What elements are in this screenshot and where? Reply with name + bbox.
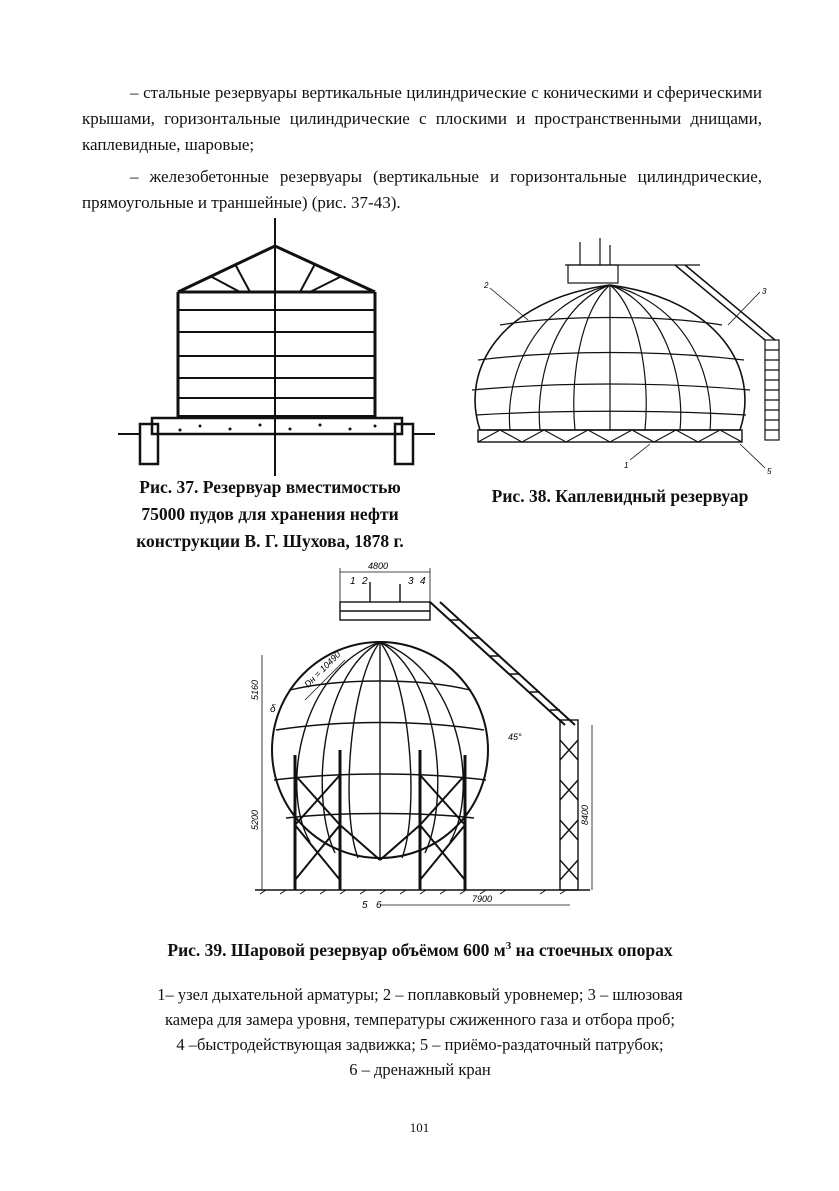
figure-37-caption-line-1: Рис. 37. Резервуар вместимостью: [139, 477, 401, 497]
dim-angle: 45°: [508, 732, 522, 742]
dim-height-right: 8400: [580, 804, 590, 825]
dim-width-top: 4800: [368, 561, 389, 571]
callout-1: 1: [350, 576, 356, 587]
figure-38-label-3: 3: [762, 287, 767, 296]
figure-37-caption: [95, 474, 445, 555]
figure-39-caption: [60, 933, 780, 964]
paragraph-concrete-tanks: – железобетонные резервуары (вертикальные и горизонтальные цилиндрические, прямоугольные и траншейные) (рис. 37-43).: [82, 167, 762, 212]
dim-diameter: Dн = 10490: [302, 649, 343, 690]
figure-37-caption-line-2: 75000 пудов для хранения нефти: [141, 504, 399, 524]
figure-39-caption-superscript: 3: [505, 940, 512, 952]
page-number: 101: [409, 1120, 430, 1135]
legend-line-3: 4 –быстродействующая задвижка; 5 – приёмо-раздаточный патрубок;: [176, 1035, 664, 1054]
figure-39-legend: [90, 982, 750, 1082]
callout-2: 2: [362, 576, 368, 587]
legend-line-2: камера для замера уровня, температуры сжиженного газа и отбора проб;: [164, 1010, 675, 1029]
paragraph-steel-tanks: – стальные резервуары вертикальные цилиндрические с коническими и сферическими крышами, горизонтальные цилиндрические с плоскими и пространственными днищами, каплевидные, шаровые;: [82, 83, 762, 154]
figure-37-drawing: [110, 218, 440, 476]
dim-height-left-lower: 5200: [250, 809, 260, 830]
figure-38-label-2: 2: [484, 281, 489, 290]
legend-line-1: 1– узел дыхательной арматуры; 2 – поплавковый уровнемер; 3 – шлюзовая: [157, 985, 683, 1004]
figure-38-label-5: 5: [767, 467, 772, 475]
legend-line-4: 6 – дренажный кран: [349, 1060, 491, 1079]
dim-delta: δ: [270, 704, 276, 715]
figure-37-caption-line-3: конструкции В. Г. Шухова, 1878 г.: [136, 531, 404, 551]
dim-width-bottom: 7900: [472, 894, 493, 904]
figure-39-drawing: [240, 560, 610, 915]
callout-5: 5: [362, 900, 368, 911]
callout-4: 4: [420, 576, 426, 587]
callout-6: 6: [376, 900, 382, 911]
figure-38-drawing: [460, 230, 790, 475]
figure-38-label-1: 1: [624, 461, 629, 470]
figure-39-caption-end: на стоечных опорах: [511, 939, 673, 960]
figure-39-caption-main: Рис. 39. Шаровой резервуар объёмом 600 м: [167, 939, 506, 960]
callout-3: 3: [408, 576, 414, 587]
figure-38-caption: Рис. 38. Каплевидный резервуар: [491, 486, 749, 506]
dim-height-left-upper: 5160: [250, 679, 260, 700]
